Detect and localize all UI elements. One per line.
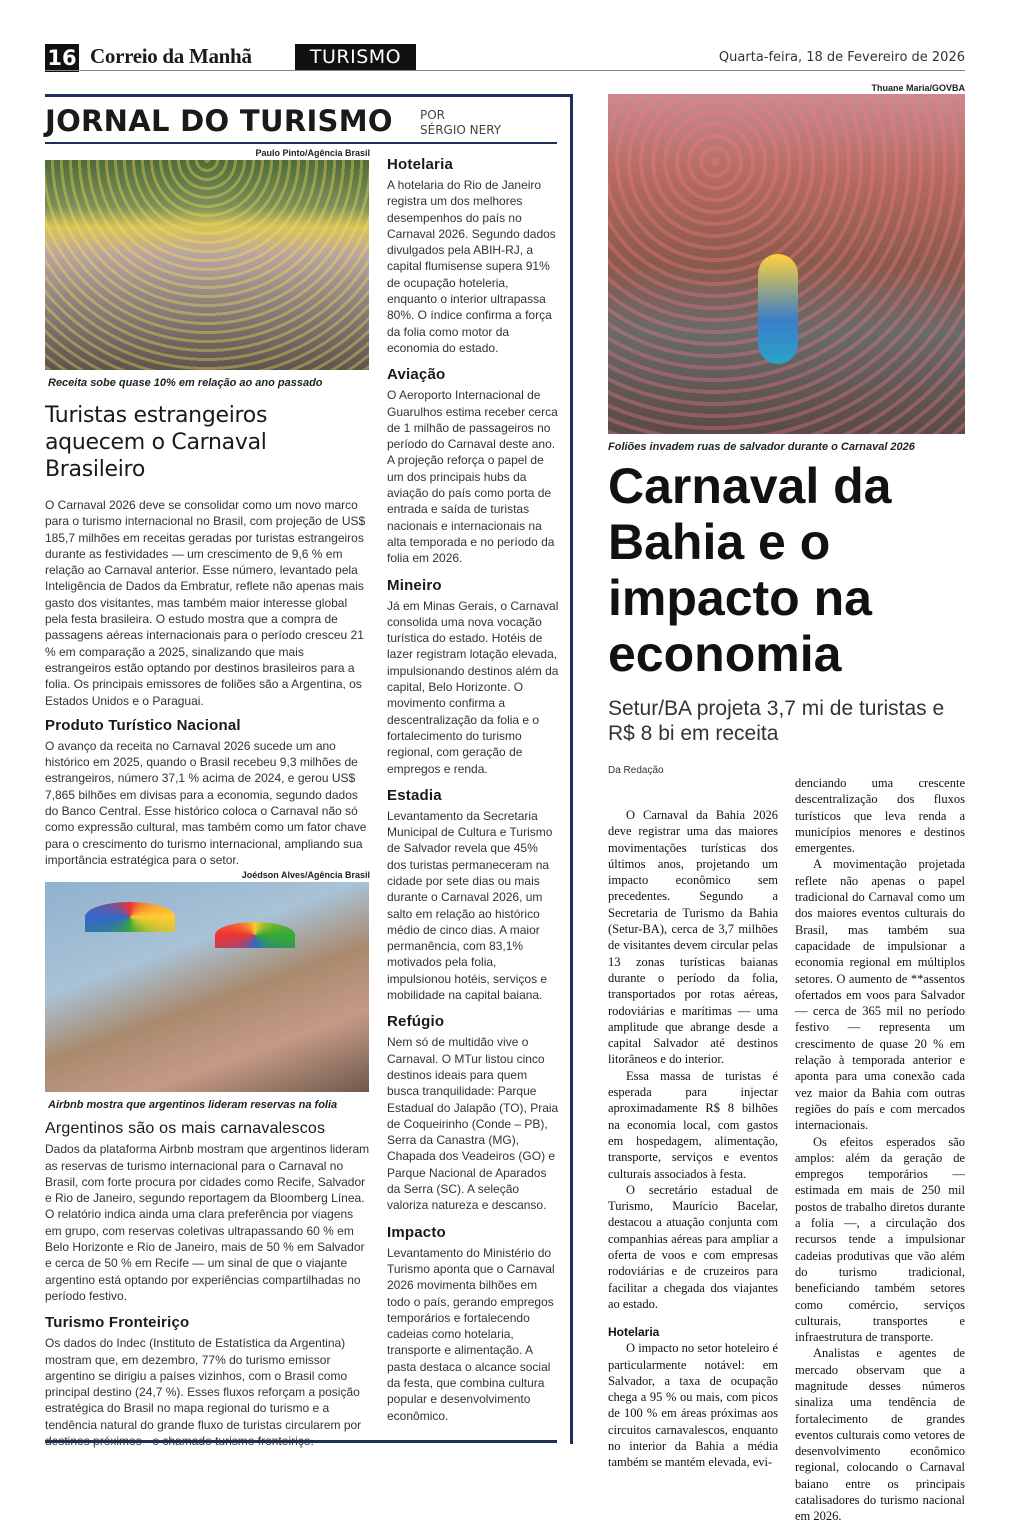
note-heading: Estadia xyxy=(387,786,442,804)
photo-credit: Joédson Alves/Agência Brasil xyxy=(241,870,370,881)
photo-caption: Airbnb mostra que argentinos lideram reservas na folia xyxy=(48,1099,338,1112)
street-carnival-photo xyxy=(45,160,369,370)
paragraph: Os efeitos esperados são amplos: além da geração de empregos temporários — estimada em mais de 250 mil postos de trabalho diretos durante a folia —, a circulação dos recursos tende a impulsionar cadeias produtivas que vão além do turismo tradicional, beneficiando também setores como comércio, serviços culturais, transportes e infraestrutura de transporte. xyxy=(795,1134,965,1345)
paragraph: O secretário estadual de Turismo, Maurício Bacelar, destacou a atuação conjunta com companhias aéreas para ampliar a oferta de voos e com empresas rodoviárias e de cruzeiros para facilitar a chegada dos viajantes ao estado. xyxy=(608,1182,778,1311)
note-text: Levantamento do Ministério do Turismo aponta que o Carnaval 2026 movimenta bilhões em todo o país, gerando empregos temporários e fortalecendo cadeias como hotelaria, transporte e alimentação. A pasta destaca o alcance social da festa, que combina cultura popular e desenvolvimento econômico. xyxy=(387,1245,555,1423)
paragraph: Essa massa de turistas é esperada para injectar aproximadamente R$ 8 bilhões na economia local, com gastos em hospedagem, alimentação, transporte, serviços e eventos culturais associados à festa. xyxy=(608,1068,778,1181)
paragraph: Analistas e agentes de mercado observam que a magnitude desses números sinaliza uma tendência de fortalecimento de grandes eventos culturais como vetores de desenvolvimento econômico regional, colocando o Carnaval baiano entre os principais catalisadores do turismo nacional em 2026. xyxy=(795,1346,965,1524)
note-text: Já em Minas Gerais, o Carnaval consolida uma nova vocação turística do estado. Hotéis de lazer registram lotação elevada, impulsionando destinos além da capital, Belo Horizonte. O movimento confirma a descentralização da folia e o fortalecimento do turismo regional, com geração de empregos e renda. xyxy=(387,598,559,776)
paragraph: denciando uma crescente descentralização dos fluxos turísticos que leva renda a municípios menores e destinos emergentes. xyxy=(795,776,965,856)
paragraph: O Carnaval da Bahia 2026 deve registrar uma das maiores movimentações turísticas dos últimos anos, projetando um impacto econômico sem precedentes. Segundo a Secretaria de Turismo da Bahia (Setur-BA), cerca de 3,7 milhões de visitantes devem circular pelas 13 zonas turísticas baianas durante o período da folia, transportados por rotas aéreas, rodoviárias e marítimas — uma amplitude que abrange desde a capital Salvador até destinos litorâneos e do interior. xyxy=(608,808,778,1067)
author-name: SÉRGIO NERY xyxy=(420,123,502,137)
sidebar-notes xyxy=(387,156,559,1424)
newspaper-name: Correio da Manhã xyxy=(90,44,252,68)
paragraph: O impacto no setor hoteleiro é particularmente notável: em Salvador, a taxa de ocupação chega a 95 % ou mais, com picos de 100 % em áreas próximas aos circuitos carnavalescos, enquanto no interior da Bahia a média também se mantém elevada, evi- xyxy=(608,1341,778,1470)
photo-caption: Foliões invadem ruas de salvador durante o Carnaval 2026 xyxy=(608,441,915,453)
column-frame-top xyxy=(45,94,573,97)
section-label: TURISMO xyxy=(295,44,416,71)
revelers-photo xyxy=(45,882,369,1092)
section-text: Os dados do Indec (Instituto de Estatística da Argentina) mostram que, em dezembro, 77% do turismo emissor argentino se dirigiu a países vizinhos, com o Brasil como principal destino (24,7 %). Esses fluxos reforçam a posição estratégica do Brasil no mapa regional do turismo e a tendência natural do grande fluxo de turistas circularem por destinos próximos - o chamado turismo fronteiriço. xyxy=(45,1336,362,1448)
feature-body xyxy=(608,776,965,1525)
photo-credit: Paulo Pinto/Agência Brasil xyxy=(255,148,370,158)
byline: Da Redação xyxy=(608,765,664,776)
issue-date: Quarta-feira, 18 de Fevereiro de 2026 xyxy=(718,50,965,65)
column-main xyxy=(45,147,370,1449)
feature-article xyxy=(608,82,965,1525)
feature-body-col1 xyxy=(608,807,778,1471)
note-text: O Aeroporto Internacional de Guarulhos estima receber cerca de 1 milhão de passageiros no período do Carnaval deste ano. A projeção reforça o papel de um dos principais hubs da aviação do país como porta de entrada e saída de turistas nacionais e internacionais na alta temporada e no período da folia em 2026. xyxy=(387,388,558,566)
feature-subhead: Hotelaria xyxy=(608,1325,660,1340)
note-text: A hotelaria do Rio de Janeiro registra um dos melhores desempenhos do país no Carnaval 2026. Segundo dados divulgados pela ABIH-RJ, a capital flumisense supera 91% de ocupação hoteleria, enquanto o interior ultrapassa 80%. O índice confirma a força da folia como motor da economia do estado. xyxy=(387,178,556,355)
header-rule xyxy=(45,70,965,71)
photo-credit: Thuane Maria/GOVBA xyxy=(871,83,965,93)
note-heading: Impacto xyxy=(387,1223,446,1241)
paragraph: A movimentação projetada reflete não apenas o papel tradicional do Carnaval como um dos maiores eventos culturais do Brasil, mas também sua capacidade de impulsionar a economia regional em múltiplos setores. O aumento de **assentos ofertados em voos para Salvador — cerca de 365 mil no período festivo — representa um crescimento de quase 20 % em relação à temporada anterior e aponta para uma conexão cada vez maior da Bahia com outras regiões do país e com mercados internacionais. xyxy=(795,857,965,1133)
note-heading: Hotelaria xyxy=(387,156,453,173)
section-text: O avanço da receita no Carnaval 2026 sucede um ano histórico em 2025, quando o Brasil recebeu 9,3 milhões de estrangeiros, número 37,1 % acima de 2024, e gerou US$ 7,865 bilhões em divisas para a economia, segundo dados do Banco Central. Esse histórico coloca o Carnaval não só como expressão cultural, mas também como um fator chave para o crescimento do turismo internacional, ampliando sua importância estratégica para o setor. xyxy=(45,738,367,867)
section-heading: Produto Turístico Nacional xyxy=(45,716,241,734)
column-author xyxy=(420,108,501,138)
note-heading: Refúgio xyxy=(387,1013,445,1031)
feature-subheadline: Setur/BA projeta 3,7 mi de turistas e R$ 8 bi em receita xyxy=(608,697,945,745)
page-number: 16 xyxy=(45,44,79,72)
author-prefix: POR xyxy=(420,108,446,122)
section-text: Dados da plataforma Airbnb mostram que argentinos lideram as reservas de turismo internacional para o Carnaval no Brasil, com forte procura por cidades como Recife, Salvador e Rio de Janeiro, segundo reportagem da Bloomberg Línea. O relatório indica ainda uma clara preferência por viagens em grupo, com reservas coletivas ultrapassando 60 % em Belo Horizonte e Rio de Janeiro, mais de 50 % em Salvador e cerca de 50 % em Recife — um sinal de que o viajante argentino está optando por experiências compartilhadas no período festivo. xyxy=(45,1142,370,1303)
section-heading: Argentinos são os mais carnavalescos xyxy=(45,1120,326,1138)
note-heading: Mineiro xyxy=(387,576,442,594)
note-text: Nem só de multidão vive o Carnaval. O MTur listou cinco destinos ideais para quem busca tranquilidade: Parque Estadual do Jalapão (TO), Praia de Coqueirinho (Conde – PB), Serra da Canastra (MG), Chapada dos Veadeiros (GO) e Parque Nacional de Aparados da Serra (SC). A seleção valoriza natureza e descanso. xyxy=(387,1035,559,1213)
note-heading: Aviação xyxy=(387,366,446,384)
column-frame-right xyxy=(570,94,573,1444)
note-text: Levantamento da Secretaria Municipal de Cultura e Turismo de Salvador revela que 45% dos turistas permaneceram na cidade por sete dias ou mais durante o Carnaval 2026, um salto em relação ao histórico médio de cinco dias. A maior permanência, com 83,1% motivados pela folia, impulsionou hotéis, serviços e mobilidade na capital baiana. xyxy=(387,808,553,1003)
article-headline: Turistas estrangeiros aquecem o Carnaval Brasileiro xyxy=(45,403,268,482)
feature-body-col2 xyxy=(795,775,965,1525)
feature-headline: Carnaval da Bahia e o impacto na economia xyxy=(608,458,892,682)
title-rule xyxy=(45,142,557,144)
section-heading: Turismo Fronteiriço xyxy=(45,1314,190,1332)
photo-caption: Receita sobe quase 10% em relação ao ano passado xyxy=(48,377,323,389)
article-intro: O Carnaval 2026 deve se consolidar como um novo marco para o turismo internacional no Brasil, com projeção de US$ 185,7 milhões em receitas geradas por turistas estrangeiros durante as festividades — um crescimento de 9,6 % em relação ao Carnaval anterior. Esse número, levantado pela Inteligência de Dados da Embratur, reflete não apenas mais gasto dos visitantes, mas também maior interesse global pela festa brasileira. O estudo mostra que a compra de passagens aéreas internacionais para o período cresceu 21 % em comparação a 2025, sinalizando que mais estrangeiros estão optando por destinos brasileiros para a folia. Os principais emissores de foliões são a Argentina, os Estados Unidos e o Paraguai. xyxy=(45,498,366,708)
column-title: JORNAL DO TURISMO xyxy=(45,104,393,138)
salvador-carnival-crowd-photo xyxy=(608,94,965,434)
